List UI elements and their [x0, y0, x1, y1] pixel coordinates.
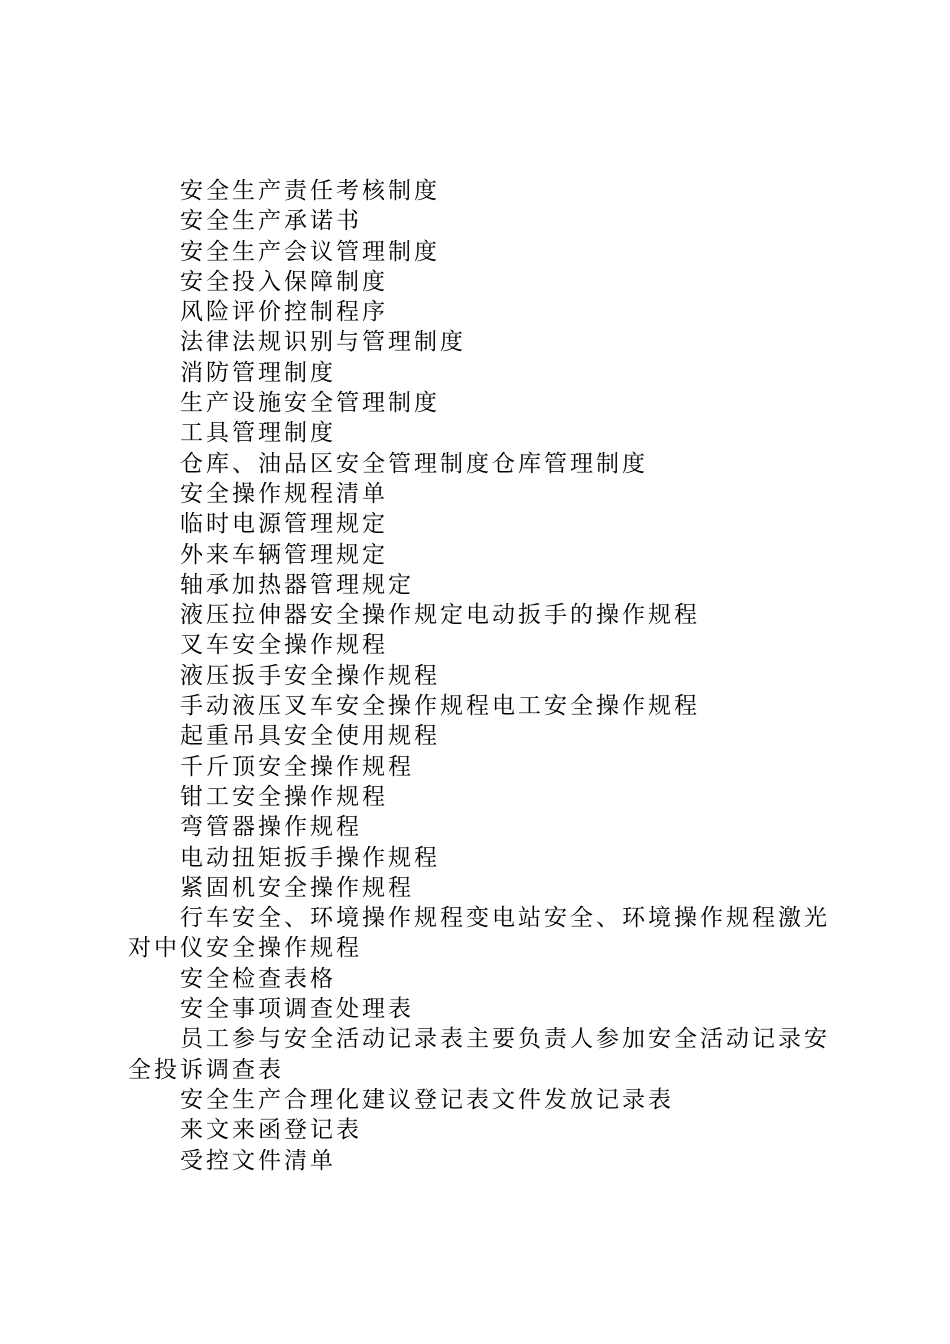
- text-line: 工具管理制度: [180, 420, 336, 447]
- text-line: 安全操作规程清单: [180, 480, 388, 507]
- text-line: 弯管器操作规程: [180, 814, 362, 841]
- text-line: 液压扳手安全操作规程: [180, 662, 440, 689]
- text-line: 法律法规识别与管理制度: [180, 329, 466, 356]
- text-line: 安全事项调查处理表: [180, 996, 414, 1023]
- text-line: 电动扭矩扳手操作规程: [180, 844, 440, 871]
- text-line: 千斤顶安全操作规程: [180, 753, 414, 780]
- text-line: 安全检查表格: [180, 965, 336, 992]
- text-line: 叉车安全操作规程: [180, 632, 388, 659]
- text-line: 液压拉伸器安全操作规定电动扳手的操作规程: [180, 602, 700, 629]
- text-line: 手动液压叉车安全操作规程电工安全操作规程: [180, 693, 700, 720]
- text-line: 受控文件清单: [180, 1147, 336, 1174]
- text-line: 临时电源管理规定: [180, 511, 388, 538]
- text-line: 生产设施安全管理制度: [180, 390, 440, 417]
- text-line: 员工参与安全活动记录表主要负责人参加安全活动记录安全投诉调查表: [128, 1026, 830, 1083]
- text-line: 外来车辆管理规定: [180, 541, 388, 568]
- text-line: 安全生产会议管理制度: [180, 238, 440, 265]
- text-line: 起重吊具安全使用规程: [180, 723, 440, 750]
- document-body: [128, 176, 833, 1176]
- text-line: 风险评价控制程序: [180, 299, 388, 326]
- text-line: 钳工安全操作规程: [180, 783, 388, 810]
- text-line: 来文来函登记表: [180, 1117, 362, 1144]
- text-line: 安全生产承诺书: [180, 208, 362, 235]
- text-line: 消防管理制度: [180, 359, 336, 386]
- text-line: 安全生产责任考核制度: [180, 178, 440, 204]
- text-line: 行车安全、环境操作规程变电站安全、环境操作规程激光对中仪安全操作规程: [128, 905, 830, 962]
- text-line: 安全生产合理化建议登记表文件发放记录表: [180, 1086, 674, 1113]
- text-line: 安全投入保障制度: [180, 268, 388, 295]
- text-line: 轴承加热器管理规定: [180, 571, 414, 598]
- text-line: 紧固机安全操作规程: [180, 874, 414, 901]
- text-line: 仓库、油品区安全管理制度仓库管理制度: [180, 450, 648, 477]
